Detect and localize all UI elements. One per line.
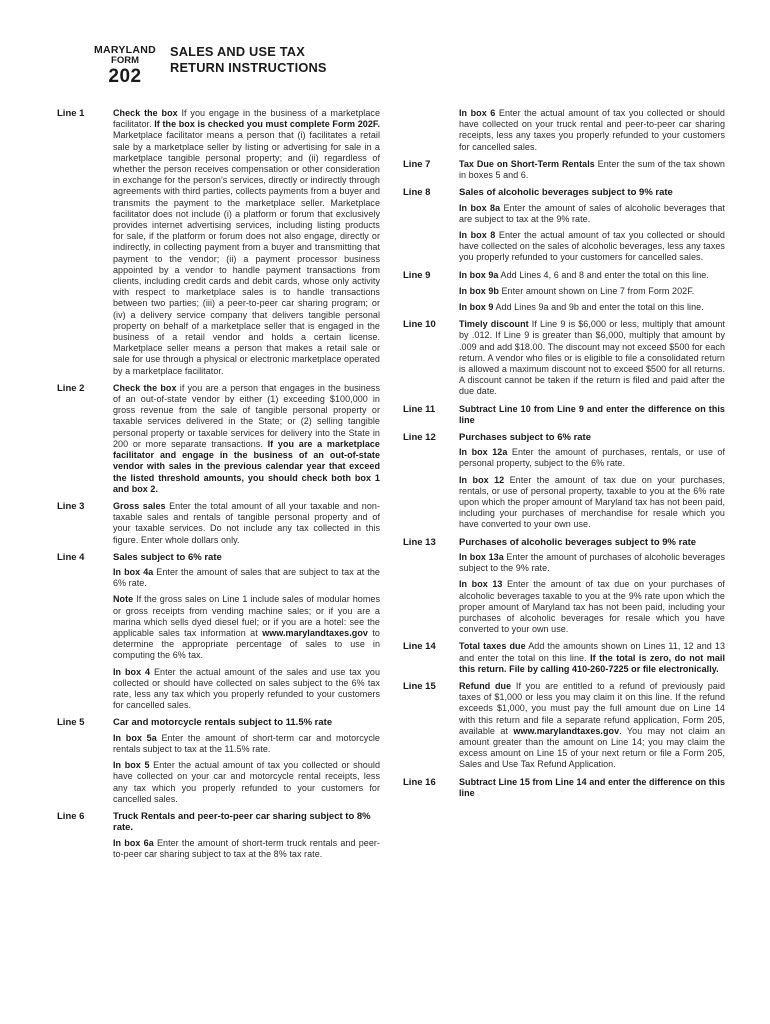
bold-text: Timely discount (459, 319, 529, 330)
bold-text: Refund due (459, 681, 512, 692)
instruction-paragraph (459, 404, 725, 426)
line-label: Line 8 (403, 187, 431, 199)
bold-text: In box 4a (113, 567, 154, 578)
body-text: Enter the total amount of all your taxable and non-taxable sales and rentals of tangible personal property and of your taxable services. Do not include any tax collected in this figure. Enter whole dollars only. (113, 500, 380, 545)
line-label: Line 2 (57, 382, 85, 394)
body-text: Marketplace facilitator means a person that (i) facilitates a retail sale by a marketplace seller by listing or advertising for sale in a marketplace tangible personal property; and (ii) regardless of whether the person receives compensation or other consideration in exchange for the person’s services, directly or indirectly through agreements with third parties, collects payments from a buyer and transmits the payment to the marketplace seller. Marketplace facilitator does not include (i) a platform or forum that exclusively provides internet advertising services, including listing products for sale, if the platform or forum does not also engage, directly or indirectly, in collecting payment from a buyer and transmitting that payment to the vendor; (ii) a payment processor business appointed by a vendor to handle payment transactions from clients, including credit cards and debit cards, whose only activity with respect to marketplace sales is to handle transactions between two parties; (iii) a peer-to-peer car sharing program; or (iv) a delivery service company that delivers tangible personal property on behalf of a marketplace seller that is engaged in the business of a retail vendor and holds a certain license. Marketplace seller means a person that makes a retail sale or sale for use through a physical or electronic marketplace operated by a marketplace facilitator. (113, 130, 380, 376)
line-body (459, 432, 725, 531)
form-identifier (86, 44, 164, 88)
bold-text: If the box is checked you must complete Form 202F. (154, 119, 380, 130)
instruction-paragraph (459, 447, 725, 469)
line-label: Line 12 (403, 431, 436, 443)
instruction-line (403, 404, 725, 426)
body-text: Add the amounts shown on Lines 11, 12 and 13 and enter the total on this line. (459, 641, 725, 663)
body-text: Enter the amount of short-term truck rentals and peer-to-peer car sharing subject to tax at the 8% tax rate. (113, 837, 380, 859)
instruction-paragraph (113, 108, 380, 377)
line-body (459, 641, 725, 675)
instruction-paragraph (459, 579, 725, 635)
bold-text: In box 9a (459, 269, 499, 280)
instruction-paragraph (459, 286, 725, 297)
line-heading: Purchases subject to 6% rate (459, 431, 591, 443)
body-text: If you are entitled to a refund of previously paid taxes of $1,000 or less you may claim it on this line. If the refund exceeds $1,000, you must pay the full amount due on Line 14 with this return and file a separate refund application, Form 205, available at (459, 681, 725, 736)
instruction-paragraph (459, 681, 725, 771)
line-body (113, 501, 380, 546)
bold-text: In box 13a (459, 551, 504, 562)
instruction-line (57, 108, 380, 377)
instruction-line (403, 641, 725, 675)
instruction-line (403, 681, 725, 771)
instruction-paragraph (459, 475, 725, 531)
bold-text: Check the box (113, 108, 178, 118)
line-label: Line 9 (403, 269, 431, 281)
line-body (459, 270, 725, 314)
instruction-line (57, 717, 380, 805)
bold-text: In box 4 (113, 666, 151, 677)
bold-text: In box 6a (113, 837, 154, 848)
left-column (57, 108, 380, 866)
bold-text: www.marylandtaxes.gov (262, 628, 368, 639)
instruction-paragraph (459, 108, 725, 153)
line-label: Line 15 (403, 681, 436, 693)
bold-text: In box 6 (459, 108, 496, 118)
bold-text: In box 5 (113, 760, 150, 771)
line-body (113, 717, 380, 805)
line-label: Line 11 (403, 403, 436, 415)
instruction-paragraph (459, 159, 725, 181)
line-label: Line 7 (403, 158, 431, 170)
body-text: If Line 9 is $6,000 or less, multiply that amount by .012. If Line 9 is greater than $6,000, multiply that amount by .009 and add $18.00. The discount may not exceed $500 for each return. A vendor who files or is eligible to file a consolidated return is allowed a maximum discount not to exceed $500 for all returns. A discount cannot be taken if the return is filed and paid after the due date. (459, 319, 725, 397)
line-label: Line 14 (403, 641, 436, 653)
line-label: Line 16 (403, 776, 436, 788)
instruction-line (57, 501, 380, 546)
line-label: Line 10 (403, 319, 436, 331)
body-text: Enter the actual amount of tax you collected or should have collected on your truck rental and peer-to-peer car sharing receipts, less any taxes you properly refunded to your customers for cancelled sales. (459, 108, 725, 152)
bold-text: In box 13 (459, 579, 503, 590)
line-body (459, 537, 725, 636)
body-text: Enter the actual amount of the sales and use tax you collected or should have collected on sales subject to the 6% tax rate, less any tax which you properly refunded to your customers for cancelled sales. (113, 666, 380, 711)
bold-text: Subtract Line 10 from Line 9 and enter the difference on this line (459, 403, 725, 425)
instruction-paragraph (459, 319, 725, 397)
instruction-paragraph (113, 667, 380, 712)
instruction-line (403, 187, 725, 263)
body-text: Add Lines 4, 6 and 8 and enter the total on this line. (498, 269, 709, 280)
bold-text: Check the box (113, 382, 177, 393)
instruction-paragraph (459, 552, 725, 574)
line-body (113, 108, 380, 377)
bold-text: Total taxes due (459, 641, 526, 652)
body-text: Enter the actual amount of tax you collected or should have collected on your car and motorcycle rental receipts, less any tax which you properly refunded to your customers for cancelled sales. (113, 760, 380, 804)
instruction-line (403, 432, 725, 531)
line-heading: Truck Rentals and peer-to-peer car sharing subject to 8% rate. (113, 810, 371, 834)
instruction-line (57, 811, 380, 860)
line-body (459, 159, 725, 181)
line-heading: Purchases of alcoholic beverages subject to 9% rate (459, 536, 697, 548)
instruction-paragraph (113, 760, 380, 805)
form-number: 202 (108, 66, 142, 87)
bold-text: In box 5a (113, 732, 157, 743)
line-body (113, 811, 380, 860)
instruction-paragraph (459, 302, 725, 313)
instruction-line (57, 383, 380, 495)
line-body (113, 383, 380, 495)
instruction-line (403, 319, 725, 397)
instruction-paragraph (459, 777, 725, 799)
body-text: . You may not claim an amount greater than the amount on Line 14; you may claim the excess amount on Line 15 of your next return or file a Form 205, Sales and Use Tax Refund Application. (459, 725, 726, 770)
body-text: If the gross sales on Line 1 include sales of modular homes or gross receipts from vending machine sales; or if you are a marina which sells dyed diesel fuel; or if you are a hotel: see the applicable sales tax information at (113, 594, 380, 639)
instruction-line (403, 108, 725, 153)
line-label: Line 5 (57, 717, 85, 729)
line-body (459, 108, 725, 153)
line-label: Line 3 (57, 500, 85, 512)
instruction-paragraph (113, 594, 380, 661)
line-body (459, 404, 725, 426)
line-heading: Sales subject to 6% rate (113, 551, 222, 563)
line-label: Line 6 (57, 810, 85, 822)
body-text: If you engage in the business of a marketplace facilitator. (113, 108, 380, 130)
body-text: to determine the appropriate percentage of sales to use in computing the 6% tax. (113, 628, 380, 661)
line-body (459, 319, 725, 397)
instruction-paragraph (113, 733, 380, 755)
line-label: Line 4 (57, 551, 85, 563)
title-line-1: SALES AND USE TAX (170, 44, 305, 59)
bold-text: Subtract Line 15 from Line 14 and enter the difference on this line (459, 776, 725, 798)
bold-text: In box 8 (459, 229, 496, 240)
instruction-line (403, 159, 725, 181)
line-heading: Car and motorcycle rentals subject to 11.5% rate (113, 717, 333, 729)
instruction-paragraph (113, 567, 380, 589)
right-column (403, 108, 725, 805)
instruction-line (403, 537, 725, 636)
body-text: Enter the amount of sales that are subject to tax at the 6% rate. (113, 567, 380, 589)
body-text: Add Lines 9a and 9b and enter the total on this line. (493, 301, 704, 312)
line-body (459, 187, 725, 263)
bold-text: In box 12a (459, 447, 508, 458)
instruction-paragraph (459, 641, 725, 675)
form-header (86, 44, 706, 90)
instruction-paragraph (113, 501, 380, 546)
body-text: Enter amount shown on Line 7 from Form 202F. (498, 285, 695, 296)
line-body (459, 777, 725, 799)
bold-text: Note (113, 594, 134, 605)
instruction-line (403, 270, 725, 314)
instruction-paragraph (113, 838, 380, 860)
bold-text: Gross sales (113, 500, 166, 511)
body-text: Enter the amount of purchases of alcoholic beverages subject to the 9% rate. (459, 551, 726, 574)
line-heading: Sales of alcoholic beverages subject to 9% rate (459, 187, 673, 199)
line-label: Line 1 (57, 108, 85, 119)
body-text: Enter the amount of tax due on your purchases of alcoholic beverages taxable to you at the 9% rate upon which the proper amount of Maryland tax has not been paid, including your purchases of alcoholic beverages for resale which you have converted to your own use. (459, 579, 725, 635)
body-text: Enter the amount of sales of alcoholic beverages that are subject to tax at the 9% rate. (459, 202, 725, 224)
instruction-line (403, 777, 725, 799)
bold-text: In box 8a (459, 202, 501, 213)
bold-text: Tax Due on Short-Term Rentals (459, 158, 595, 169)
line-label: Line 13 (403, 536, 436, 548)
title-line-2: RETURN INSTRUCTIONS (170, 60, 327, 75)
body-text: Enter the actual amount of tax you collected or should have collected on the sales of alcoholic beverages, less any taxes you properly refunded to your customers for cancelled sales. (459, 229, 725, 263)
instruction-paragraph (459, 230, 725, 264)
bold-text: In box 12 (459, 474, 505, 485)
bold-text: In box 9b (459, 285, 499, 296)
bold-text: www.marylandtaxes.gov (513, 725, 620, 736)
instruction-paragraph (459, 203, 725, 225)
instruction-paragraph (459, 270, 725, 281)
body-text: if you are a person that engages in the business of an out-of-state vendor by either (1) exceeding $100,000 in gross revenue from the sale of tangible personal property or taxable services delivered in the State; or (2) selling tangible personal property or taxable services for delivery into the State in 200 or more separate transactions. (113, 382, 380, 449)
instruction-paragraph (113, 383, 380, 495)
page-title (170, 44, 327, 76)
body-text: Enter the amount of tax due on your purchases, rentals, or use of personal property, taxable to you at the 6% rate upon which the proper amount of Maryland tax has not been paid, including your purchases of merchandise for resale which you have converted to your own use. (459, 474, 725, 530)
bold-text: If the total is zero, do not mail this return. File by calling 410-260-7225 or file electronically. (459, 652, 725, 674)
body-text: Enter the amount of short-term car and motorcycle rentals subject to tax at the 11.5% rate. (113, 732, 380, 754)
form-word: FORM (111, 55, 139, 66)
body-text: Enter the amount of purchases, rentals, or use of personal property, subject to the 6% rate. (459, 447, 726, 469)
line-body (459, 681, 725, 771)
instruction-line (57, 552, 380, 712)
body-text: Enter the sum of the tax shown in boxes 5 and 6. (459, 158, 725, 181)
bold-text: If you are a marketplace facilitator and engage in the business of an out-of-state vendor with sales in the previous calendar year that exceed the listed threshold amounts, you should check both box 1 and box 2. (113, 438, 380, 494)
bold-text: In box 9 (459, 301, 494, 312)
form-state: MARYLAND (93, 44, 157, 56)
line-body (113, 552, 380, 712)
